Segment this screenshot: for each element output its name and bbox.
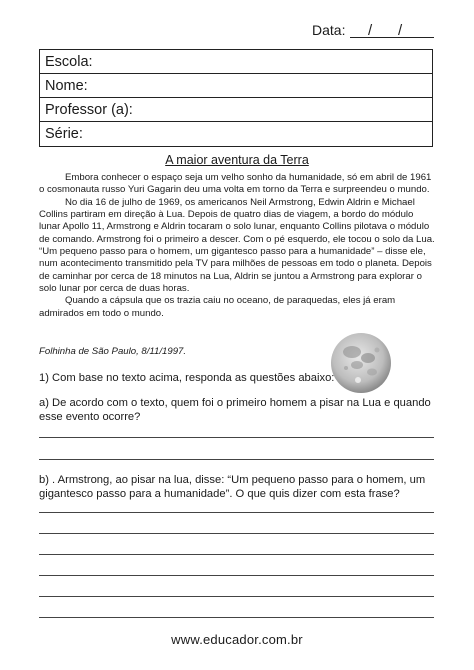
school-field[interactable]: Escola: <box>40 50 432 74</box>
answer-line[interactable] <box>39 533 434 534</box>
article-paragraph: No dia 16 de julho de 1969, os americanos Neil Armstrong, Edwin Aldrin e Michael Collins partiram em direção à Lua. Depois de quatro dias de viagem, a bordo do módulo lunar Apollo 11, Armstrong e Aldrin tocaram o solo lunar, enquanto Collins pilotava o módulo de comando. Armstrong foi o primeiro a descer. Com o pé esquerdo, ele tocou o solo da Lua. “Um pequeno passo para o homem, um gigantesco passo para a humanidade” – disse ele, num acontecimento transmitido pela TV para milhões de pessoas em todo o planeta. Depois de caminhar por cerca de 18 minutos na Lua, Aldrin se juntou a Armstrong para explorar o solo lunar por cerca de duas horas. <box>39 196 435 295</box>
article-body <box>39 172 437 320</box>
article-title-wrap <box>0 153 474 167</box>
date-field[interactable] <box>350 37 434 38</box>
footer-site: www.educador.com.br <box>171 632 303 647</box>
answer-line[interactable] <box>39 575 434 576</box>
answer-line[interactable] <box>39 459 434 460</box>
article-title: A maior aventura da Terra <box>165 153 309 167</box>
question-a: a) De acordo com o texto, quem foi o primeiro homem a pisar na Lua e quando esse evento ocorre? <box>39 397 431 423</box>
answer-line[interactable] <box>39 437 434 438</box>
article-paragraph: Quando a cápsula que os trazia caiu no oceano, de paraquedas, eles já eram admirados em todo o mundo. <box>39 295 396 319</box>
grade-field[interactable]: Série: <box>45 126 83 142</box>
date-separator: / <box>368 22 373 39</box>
answer-line[interactable] <box>39 512 434 513</box>
answer-line[interactable] <box>39 554 434 555</box>
article-source: Folhinha de São Paulo, 8/11/1997. <box>39 346 187 357</box>
answer-line[interactable] <box>39 617 434 618</box>
date-separator: / <box>398 22 403 39</box>
student-info-form <box>39 49 433 147</box>
question-b: b) . Armstrong, ao pisar na lua, disse: “Um pequeno passo para o homem, um gigantesco passo para a humanidade”. O que quis dizer com esta frase? <box>39 474 426 500</box>
article-paragraph: Embora conhecer o espaço seja um velho sonho da humanidade, só em abril de 1961 o cosmonauta russo Yuri Gagarin deu uma volta em torno da Terra e surpreendeu o mundo. <box>39 172 432 196</box>
date-label: Data: <box>312 22 346 38</box>
teacher-field[interactable]: Professor (a): <box>40 98 432 122</box>
answer-line[interactable] <box>39 596 434 597</box>
name-field[interactable]: Nome: <box>40 74 432 98</box>
question-intro: 1) Com base no texto acima, responda as questões abaixo: <box>39 372 335 384</box>
